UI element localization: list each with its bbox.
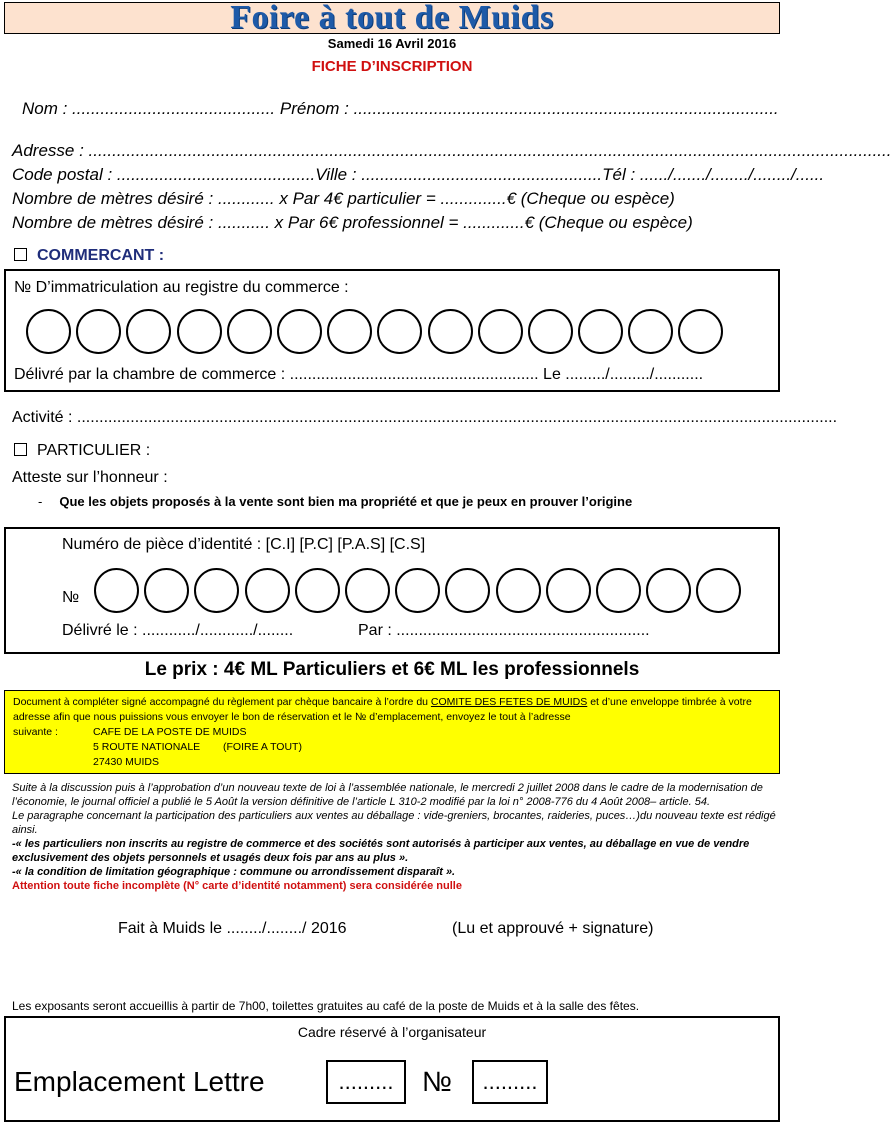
digit-circle[interactable] xyxy=(144,568,189,613)
digit-circle[interactable] xyxy=(496,568,541,613)
comite-link: COMITE DES FETES DE MUIDS xyxy=(430,696,588,708)
particulier-box xyxy=(4,527,780,654)
adresse-field[interactable]: Adresse : .......................................................................................................................................................................... xyxy=(12,141,891,160)
instructions-text-1: Document à compléter signé accompagné du règlement par chèque bancaire à l’ordre du xyxy=(13,696,431,708)
digit-circle[interactable] xyxy=(227,309,272,354)
particulier-checkbox[interactable] xyxy=(14,443,27,456)
digit-circle[interactable] xyxy=(395,568,440,613)
digit-circle[interactable] xyxy=(678,309,723,354)
commercant-option[interactable] xyxy=(14,247,164,265)
address-line-1: CAFE DE LA POSTE DE MUIDS xyxy=(93,726,247,738)
activite-field[interactable]: Activité : ........................................................................................................................................................................... xyxy=(12,409,838,426)
digit-circle[interactable] xyxy=(177,309,222,354)
legal-paragraph: Le paragraphe concernant la participation des particuliers aux ventes au déballage : vide-greniers, brocantes, raideries, puces…)du nouveau texte est rédigé ainsi. xyxy=(12,810,776,836)
immatriculation-circles[interactable] xyxy=(26,309,729,354)
digit-circle[interactable] xyxy=(546,568,591,613)
metres-professionnel-field[interactable]: Nombre de mètres désiré : ........... x Par 6€ professionnel = .............€ (Cheque ou espèce) xyxy=(12,213,693,232)
atteste-label: Atteste sur l’honneur : xyxy=(12,469,168,486)
digit-circle[interactable] xyxy=(646,568,691,613)
piece-identite-label: Numéro de pièce d’identité : [C.I] [P.C] [P.A.S] [C.S] xyxy=(62,536,426,553)
event-date: Samedi 16 Avril 2016 xyxy=(327,36,457,51)
bullet-dash: - xyxy=(38,494,43,509)
par-field[interactable]: Par : ......................................................... xyxy=(358,622,650,639)
legal-paragraph: -« la condition de limitation géographique : commune ou arrondissement disparaît ». xyxy=(12,866,456,878)
title-banner xyxy=(4,2,780,34)
attestation-bullet xyxy=(38,494,632,509)
digit-circle[interactable] xyxy=(76,309,121,354)
suivante-label: suivante : xyxy=(13,726,58,738)
commercant-checkbox[interactable] xyxy=(14,248,27,261)
form-subtitle: FICHE D’INSCRIPTION xyxy=(311,58,473,75)
digit-circle[interactable] xyxy=(26,309,71,354)
digit-circle[interactable] xyxy=(528,309,573,354)
digit-circle[interactable] xyxy=(245,568,290,613)
attestation-text: Que les objets proposés à la vente sont bien ma propriété et que je peux en prouver l’origine xyxy=(59,494,633,509)
accueil-text: Les exposants seront accueillis à partir de 7h00, toilettes gratuites au café de la poste de Muids et à la salle des fêtes. xyxy=(12,999,640,1013)
digit-circle[interactable] xyxy=(94,568,139,613)
numero-symbol: № xyxy=(422,1066,453,1097)
numero-label: № xyxy=(62,589,80,606)
identite-circles[interactable] xyxy=(94,568,746,613)
organisateur-box xyxy=(4,1016,780,1122)
digit-circle[interactable] xyxy=(696,568,741,613)
digit-circle[interactable] xyxy=(428,309,473,354)
code-postal-field[interactable]: Code postal : ..........................................Ville : ...................................................Tél : ....../......./......../......../...... xyxy=(12,165,825,184)
particulier-label: PARTICULIER : xyxy=(37,442,151,459)
metres-particulier-field[interactable]: Nombre de mètres désiré : ............ x Par 4€ particulier = ..............€ (Cheque ou espèce) xyxy=(12,189,675,208)
delivre-chambre-field[interactable]: Délivré par la chambre de commerce : ........................................................ Le ........./........./........... xyxy=(14,366,704,383)
commercant-label: COMMERCANT : xyxy=(37,247,165,264)
legal-text xyxy=(12,781,776,893)
emplacement-label: Emplacement Lettre xyxy=(14,1066,265,1097)
address-line-2: 5 ROUTE NATIONALE xyxy=(93,741,201,753)
organisateur-title: Cadre réservé à l’organisateur xyxy=(297,1024,487,1040)
legal-paragraph: Suite à la discussion puis à l’approbation d’un nouveau texte de loi à l’assemblée nationale, le mercredi 2 juillet 2008 dans le cadre de la modernisation de l’économie, le journal officiel a publié le 5 Août la version définitive de l’article L 310-2 modifié par la loi n° 2008-776 du 4 Août 2008– article. 54. xyxy=(12,782,763,808)
digit-circle[interactable] xyxy=(194,568,239,613)
digit-circle[interactable] xyxy=(377,309,422,354)
digit-circle[interactable] xyxy=(277,309,322,354)
fait-a-field[interactable]: Fait à Muids le ......../......../ 2016 xyxy=(118,920,347,937)
nom-prenom-field[interactable]: Nom : ........................................... Prénom : .......................................................................................... xyxy=(22,99,779,118)
instructions-text-2: et d’une enveloppe timbrée à votre adresse afin que nous puissions vous envoyer le bon de réservation et le № d’emplacement, envoyez le tout à l’adresse xyxy=(13,696,752,723)
numero-input-box[interactable]: ......... xyxy=(472,1060,548,1104)
legal-paragraph: -« les particuliers non inscrits au registre de commerce et des sociétés sont autorisés à participer aux ventes, au déballage en vue de vendre exclusivement des objets personnels et usagés deux fois par ans au plus ». xyxy=(12,838,750,864)
instructions-box xyxy=(4,690,780,774)
digit-circle[interactable] xyxy=(445,568,490,613)
particulier-option[interactable] xyxy=(14,442,150,460)
commercant-box xyxy=(4,269,780,392)
immatriculation-label: № D’immatriculation au registre du commerce : xyxy=(14,279,349,296)
digit-circle[interactable] xyxy=(596,568,641,613)
digit-circle[interactable] xyxy=(478,309,523,354)
digit-circle[interactable] xyxy=(327,309,372,354)
digit-circle[interactable] xyxy=(126,309,171,354)
digit-circle[interactable] xyxy=(295,568,340,613)
address-line-3: 27430 MUIDS xyxy=(93,756,159,768)
digit-circle[interactable] xyxy=(578,309,623,354)
prix-line: Le prix : 4€ ML Particuliers et 6€ ML les professionnels xyxy=(144,659,640,680)
signature-field[interactable]: (Lu et approuvé + signature) xyxy=(452,920,654,937)
digit-circle[interactable] xyxy=(628,309,673,354)
address-note: (FOIRE A TOUT) xyxy=(223,741,302,753)
page-title: Foire à tout de Muids xyxy=(230,0,554,36)
lettre-input-box[interactable]: ......... xyxy=(326,1060,406,1104)
legal-warning: Attention toute fiche incomplète (N° carte d’identité notamment) sera considérée nulle xyxy=(12,880,462,892)
delivre-le-field[interactable]: Délivré le : ............/............/........ xyxy=(62,622,294,639)
digit-circle[interactable] xyxy=(345,568,390,613)
